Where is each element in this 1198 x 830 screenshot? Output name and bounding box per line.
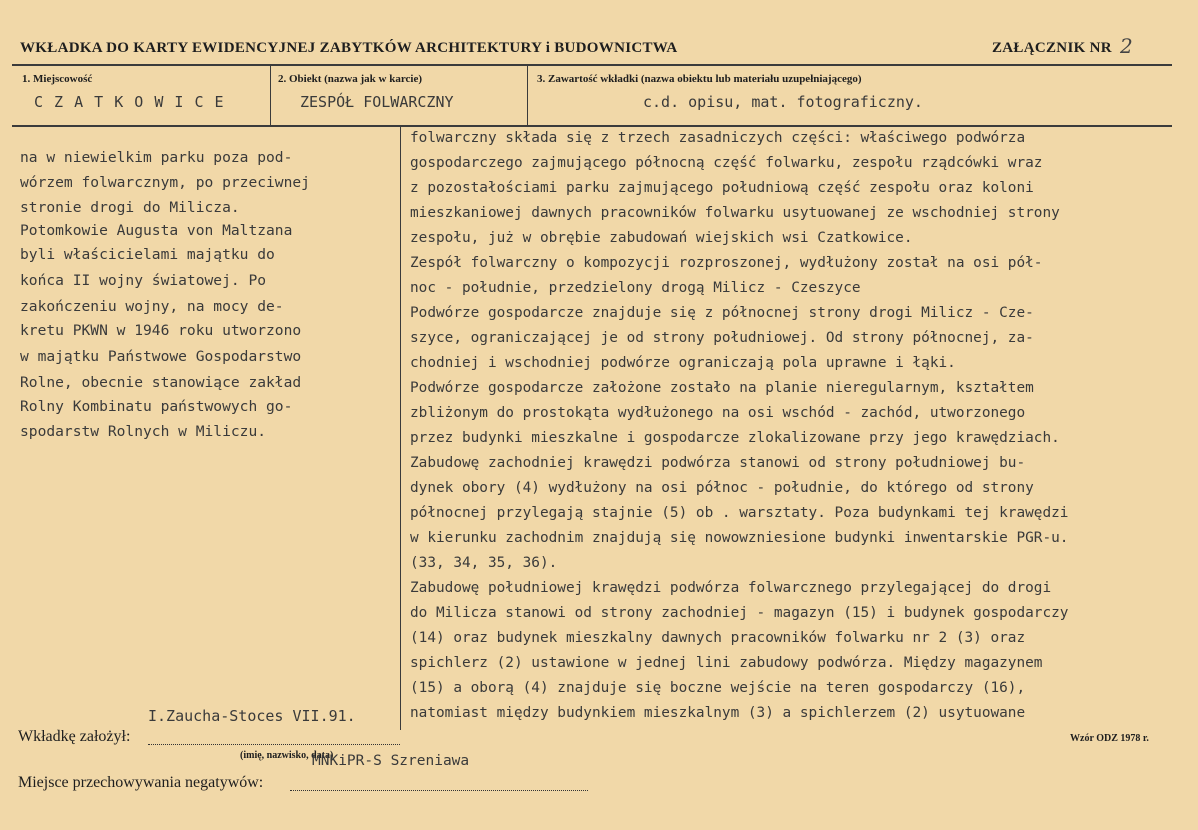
appendix-label: ZAŁĄCZNIK NR bbox=[992, 40, 1112, 56]
right-line: Zespół folwarczny o kompozycji rozproszonej, wydłużony został na osi pół- bbox=[410, 255, 1043, 271]
left-line: końca II wojny światowej. Po bbox=[20, 272, 267, 289]
left-line: Rolne, obecnie stanowiące zakład bbox=[20, 374, 302, 391]
miejscowosc-label: 1. Miejscowość bbox=[22, 73, 93, 85]
right-line: Zabudowę zachodniej krawędzi podwórza stanowi od strony południowej bu- bbox=[410, 455, 1026, 471]
obiekt-value: ZESPÓŁ FOLWARCZNY bbox=[300, 93, 454, 111]
right-line: mieszkaniowej dawnych pracowników folwarku usytuowanej ze wschodniej strony bbox=[410, 205, 1060, 221]
right-line: zbliżonym do prostokąta wydłużonego na osi wschód - zachód, utworzonego bbox=[410, 405, 1026, 421]
author-sublabel: (imię, nazwisko, data) bbox=[240, 750, 334, 761]
obiekt-label: 2. Obiekt (nazwa jak w karcie) bbox=[278, 73, 423, 85]
column-divider bbox=[400, 126, 401, 730]
right-line: północnej przylegają stajnie (5) ob . warsztaty. Poza budynkami tej krawędzi bbox=[410, 505, 1069, 521]
right-line: zespołu, już w obrębie zabudowań wiejskich wsi Czatkowice. bbox=[410, 230, 913, 246]
right-line: folwarczny składa się z trzech zasadniczych części: właściwego podwórza bbox=[410, 130, 1026, 146]
right-line: Zabudowę południowej krawędzi podwórza folwarcznego przylegającej do drogi bbox=[410, 580, 1052, 596]
left-line: wórzem folwarcznym, po przeciwnej bbox=[20, 174, 310, 191]
zawartosc-value: c.d. opisu, mat. fotograficzny. bbox=[643, 93, 923, 111]
field-bottom-rule bbox=[12, 125, 1172, 127]
right-line: Podwórze gospodarcze założone zostało na planie nieregularnym, kształtem bbox=[410, 380, 1034, 396]
author-label: Wkładkę założył: bbox=[18, 728, 131, 745]
left-line: Potomkowie Augusta von Maltzana bbox=[20, 222, 293, 239]
right-line: z pozostałościami parku zajmującego południową część zespołu oraz koloni bbox=[410, 180, 1034, 196]
storage-value: MNKiPR-S Szreniawa bbox=[312, 753, 470, 769]
left-line: kretu PKWN w 1946 roku utworzono bbox=[20, 322, 302, 339]
form-title: WKŁADKA DO KARTY EWIDENCYJNEJ ZABYTKÓW ARCHITEKTURY i BUDOWNICTWA bbox=[20, 40, 678, 56]
left-line: byli właścicielami majątku do bbox=[20, 246, 275, 263]
right-line: gospodarczego zajmującego północną część folwarku, zespołu rządcówki wraz bbox=[410, 155, 1043, 171]
right-line: (14) oraz budynek mieszkalny dawnych pracowników folwarku nr 2 (3) oraz bbox=[410, 630, 1026, 646]
right-line: natomiast między budynkiem mieszkalnym (3) a spichlerzem (2) usytuowane bbox=[410, 705, 1026, 721]
left-line: na w niewielkim parku poza pod- bbox=[20, 149, 293, 166]
miejscowosc-value: C Z A T K O W I C E bbox=[34, 93, 225, 111]
left-line: w majątku Państwowe Gospodarstwo bbox=[20, 348, 302, 365]
field-divider-1 bbox=[270, 65, 271, 126]
right-line: noc - południe, przedzielony drogą Milicz - Czeszyce bbox=[410, 280, 861, 296]
right-line: do Milicza stanowi od strony zachodniej - magazyn (15) i budynek gospodarczy bbox=[410, 605, 1069, 621]
right-line: w kierunku zachodnim znajdują się nowowzniesione budynki inwentarskie PGR-u. bbox=[410, 530, 1069, 546]
top-rule bbox=[12, 64, 1172, 66]
left-line: stronie drogi do Milicza. bbox=[20, 199, 240, 216]
author-dotted-line bbox=[148, 744, 400, 745]
storage-dotted-line bbox=[290, 790, 588, 791]
right-line: spichlerz (2) ustawione w jednej lini zabudowy podwórza. Między magazynem bbox=[410, 655, 1043, 671]
right-line: (15) a oborą (4) znajduje się boczne wejście na teren gospodarczy (16), bbox=[410, 680, 1026, 696]
right-line: chodniej i wschodniej podwórze ograniczają pola uprawne i łąki. bbox=[410, 355, 956, 371]
left-line: Rolny Kombinatu państwowych go- bbox=[20, 398, 293, 415]
storage-label: Miejsce przechowywania negatywów: bbox=[18, 774, 264, 791]
left-line: spodarstw Rolnych w Miliczu. bbox=[20, 423, 267, 440]
left-line: zakończeniu wojny, na mocy de- bbox=[20, 298, 284, 315]
right-line: przez budynki mieszkalne i gospodarcze zlokalizowane przy jego krawędziach. bbox=[410, 430, 1060, 446]
appendix-number: 2 bbox=[1120, 34, 1133, 58]
right-line: dynek obory (4) wydłużony na osi północ - południe, do którego od strony bbox=[410, 480, 1034, 496]
right-line: Podwórze gospodarcze znajduje się z północnej strony drogi Milicz - Cze- bbox=[410, 305, 1034, 321]
right-line: (33, 34, 35, 36). bbox=[410, 555, 558, 571]
zawartosc-label: 3. Zawartość wkładki (nazwa obiektu lub materiału uzupełniającego) bbox=[537, 73, 862, 85]
field-divider-2 bbox=[527, 65, 528, 126]
author-value: I.Zaucha-Stoces VII.91. bbox=[148, 707, 356, 725]
right-line: szyce, ograniczającej je od strony południowej. Od strony północnej, za- bbox=[410, 330, 1034, 346]
form-mark: Wzór ODZ 1978 r. bbox=[1070, 733, 1149, 744]
